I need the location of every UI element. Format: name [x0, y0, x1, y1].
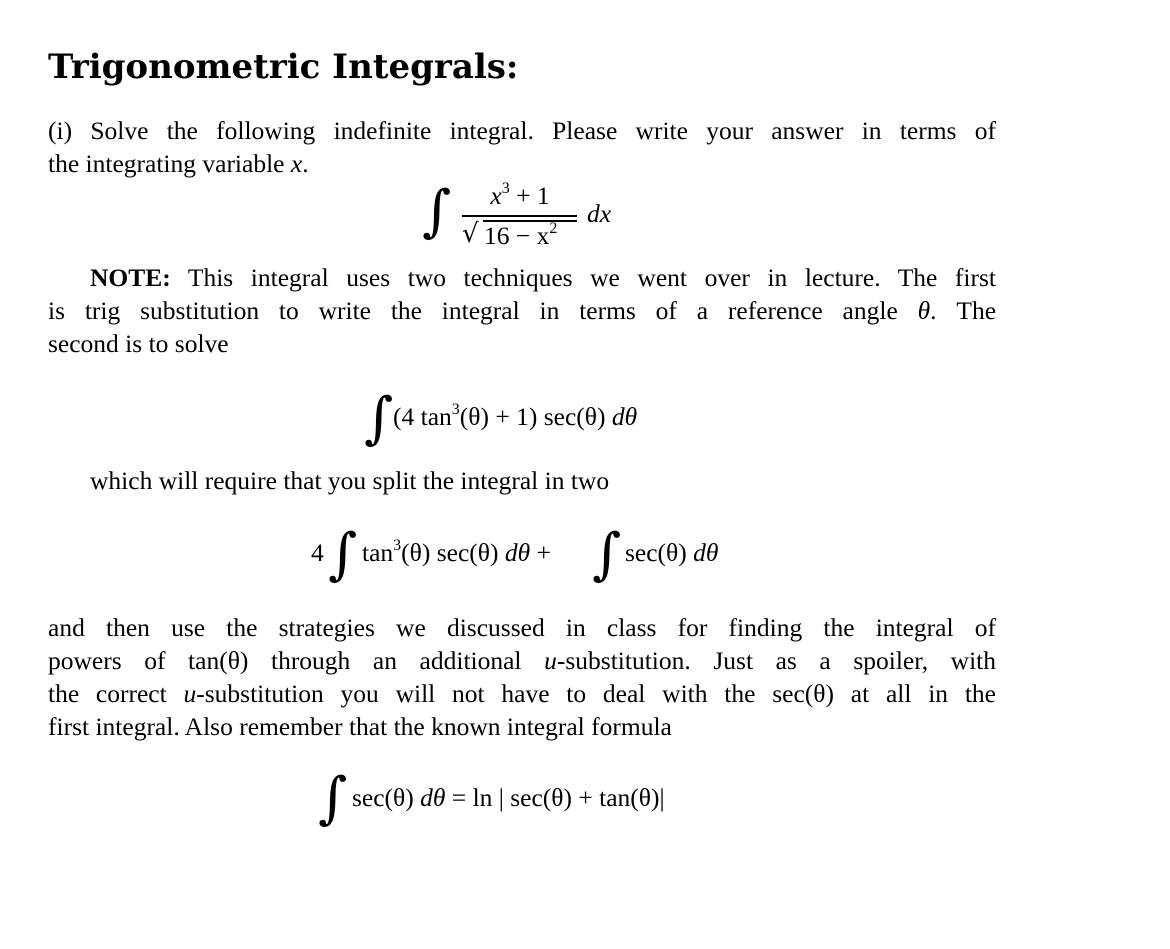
equals-sign: =	[451, 783, 467, 812]
variable-u: u	[544, 646, 557, 675]
integral-sign-icon: ∫	[318, 766, 348, 831]
eq4-differential: dθ	[420, 783, 446, 812]
fraction-numerator	[463, 181, 577, 211]
variable-u: u	[183, 679, 197, 708]
fraction-bar	[462, 215, 577, 217]
strategy-text-3-suffix: -substitution you will not have to deal with the sec(θ) at all in the	[196, 679, 996, 708]
note-label: NOTE:	[90, 263, 171, 292]
eq2-suffix: (θ) + 1) sec(θ)	[459, 402, 606, 431]
eq3-first-suffix: (θ) sec(θ)	[401, 538, 499, 567]
note-line-3	[48, 327, 996, 360]
strategy-paragraph	[48, 611, 996, 743]
strategy-text-1: and then use the strategies we discussed in class for finding the integral of	[48, 613, 996, 642]
sqrt-icon: √	[462, 219, 479, 249]
eq3-coefficient: 4	[311, 538, 324, 567]
note-text-3: second is to solve	[48, 329, 229, 358]
eq3-first-exponent: 3	[393, 537, 402, 554]
eq2-exponent: 3	[451, 401, 460, 418]
integral-sign-icon: ∫	[328, 522, 358, 587]
strategy-text-2: powers of tan(θ) through an additional	[48, 646, 522, 675]
eq3-second-body: sec(θ)	[625, 538, 687, 567]
problem-line-1	[48, 114, 996, 147]
eq3-first-term	[362, 538, 551, 568]
strategy-line-1	[48, 611, 996, 644]
eq3-second-diff: dθ	[693, 538, 719, 567]
strategy-text-2-suffix: -substitution. Just as a spoiler, with	[556, 646, 997, 675]
note-text-2: is trig substitution to write the integral in terms of a reference angle	[48, 296, 898, 325]
split-line	[48, 464, 996, 497]
eq4-lhs: sec(θ)	[352, 783, 414, 812]
problem-statement	[48, 114, 996, 180]
eq3-second-term	[625, 538, 718, 568]
problem-line-2	[48, 147, 996, 180]
strategy-text-3: the correct	[48, 679, 167, 708]
integral-sign-icon: ∫	[364, 386, 394, 451]
problem-text-1: Solve the following indefinite integral. Please write your answer in terms of	[90, 116, 996, 145]
strategy-text-4: first integral. Also remember that the known integral formula	[48, 712, 672, 741]
eq2-prefix: (4 tan	[393, 402, 452, 431]
note-paragraph	[48, 261, 996, 360]
denominator-exponent: 2	[549, 220, 558, 237]
note-text-2-suffix: . The	[930, 296, 997, 325]
page-title: Trigonometric Integrals:	[48, 47, 519, 87]
variable-x: x	[290, 149, 303, 178]
plus-sign: +	[536, 538, 551, 567]
numerator-base: x	[490, 181, 502, 210]
eq2-body	[393, 402, 637, 432]
problem-text-2: the integrating variable	[48, 149, 285, 178]
period: .	[302, 149, 309, 178]
eq3-first-prefix: tan	[362, 538, 394, 567]
numerator-rest: + 1	[516, 181, 550, 210]
strategy-line-3	[48, 677, 996, 710]
eq3-first-diff: dθ	[504, 538, 531, 567]
differential-dx: dx	[587, 199, 612, 228]
variable-theta: θ	[917, 296, 931, 325]
numerator-exponent: 3	[501, 180, 510, 197]
fraction-denominator	[484, 221, 579, 251]
part-label: (i)	[48, 116, 73, 145]
integral-sign-icon: ∫	[422, 179, 452, 244]
eq4-rhs: ln | sec(θ) + tan(θ)|	[472, 783, 665, 812]
eq4-body	[352, 783, 665, 813]
denominator-text: 16 − x	[484, 221, 550, 250]
note-text-1: This integral uses two techniques we went over in lecture. The first	[187, 263, 996, 292]
split-paragraph	[48, 464, 996, 497]
split-text: which will require that you split the integral in two	[90, 466, 610, 495]
strategy-line-4	[48, 710, 996, 743]
integral-sign-icon: ∫	[592, 522, 622, 587]
eq2-differential: dθ	[611, 402, 638, 431]
note-line-1	[48, 261, 996, 294]
strategy-line-2	[48, 644, 996, 677]
note-line-2	[48, 294, 996, 327]
